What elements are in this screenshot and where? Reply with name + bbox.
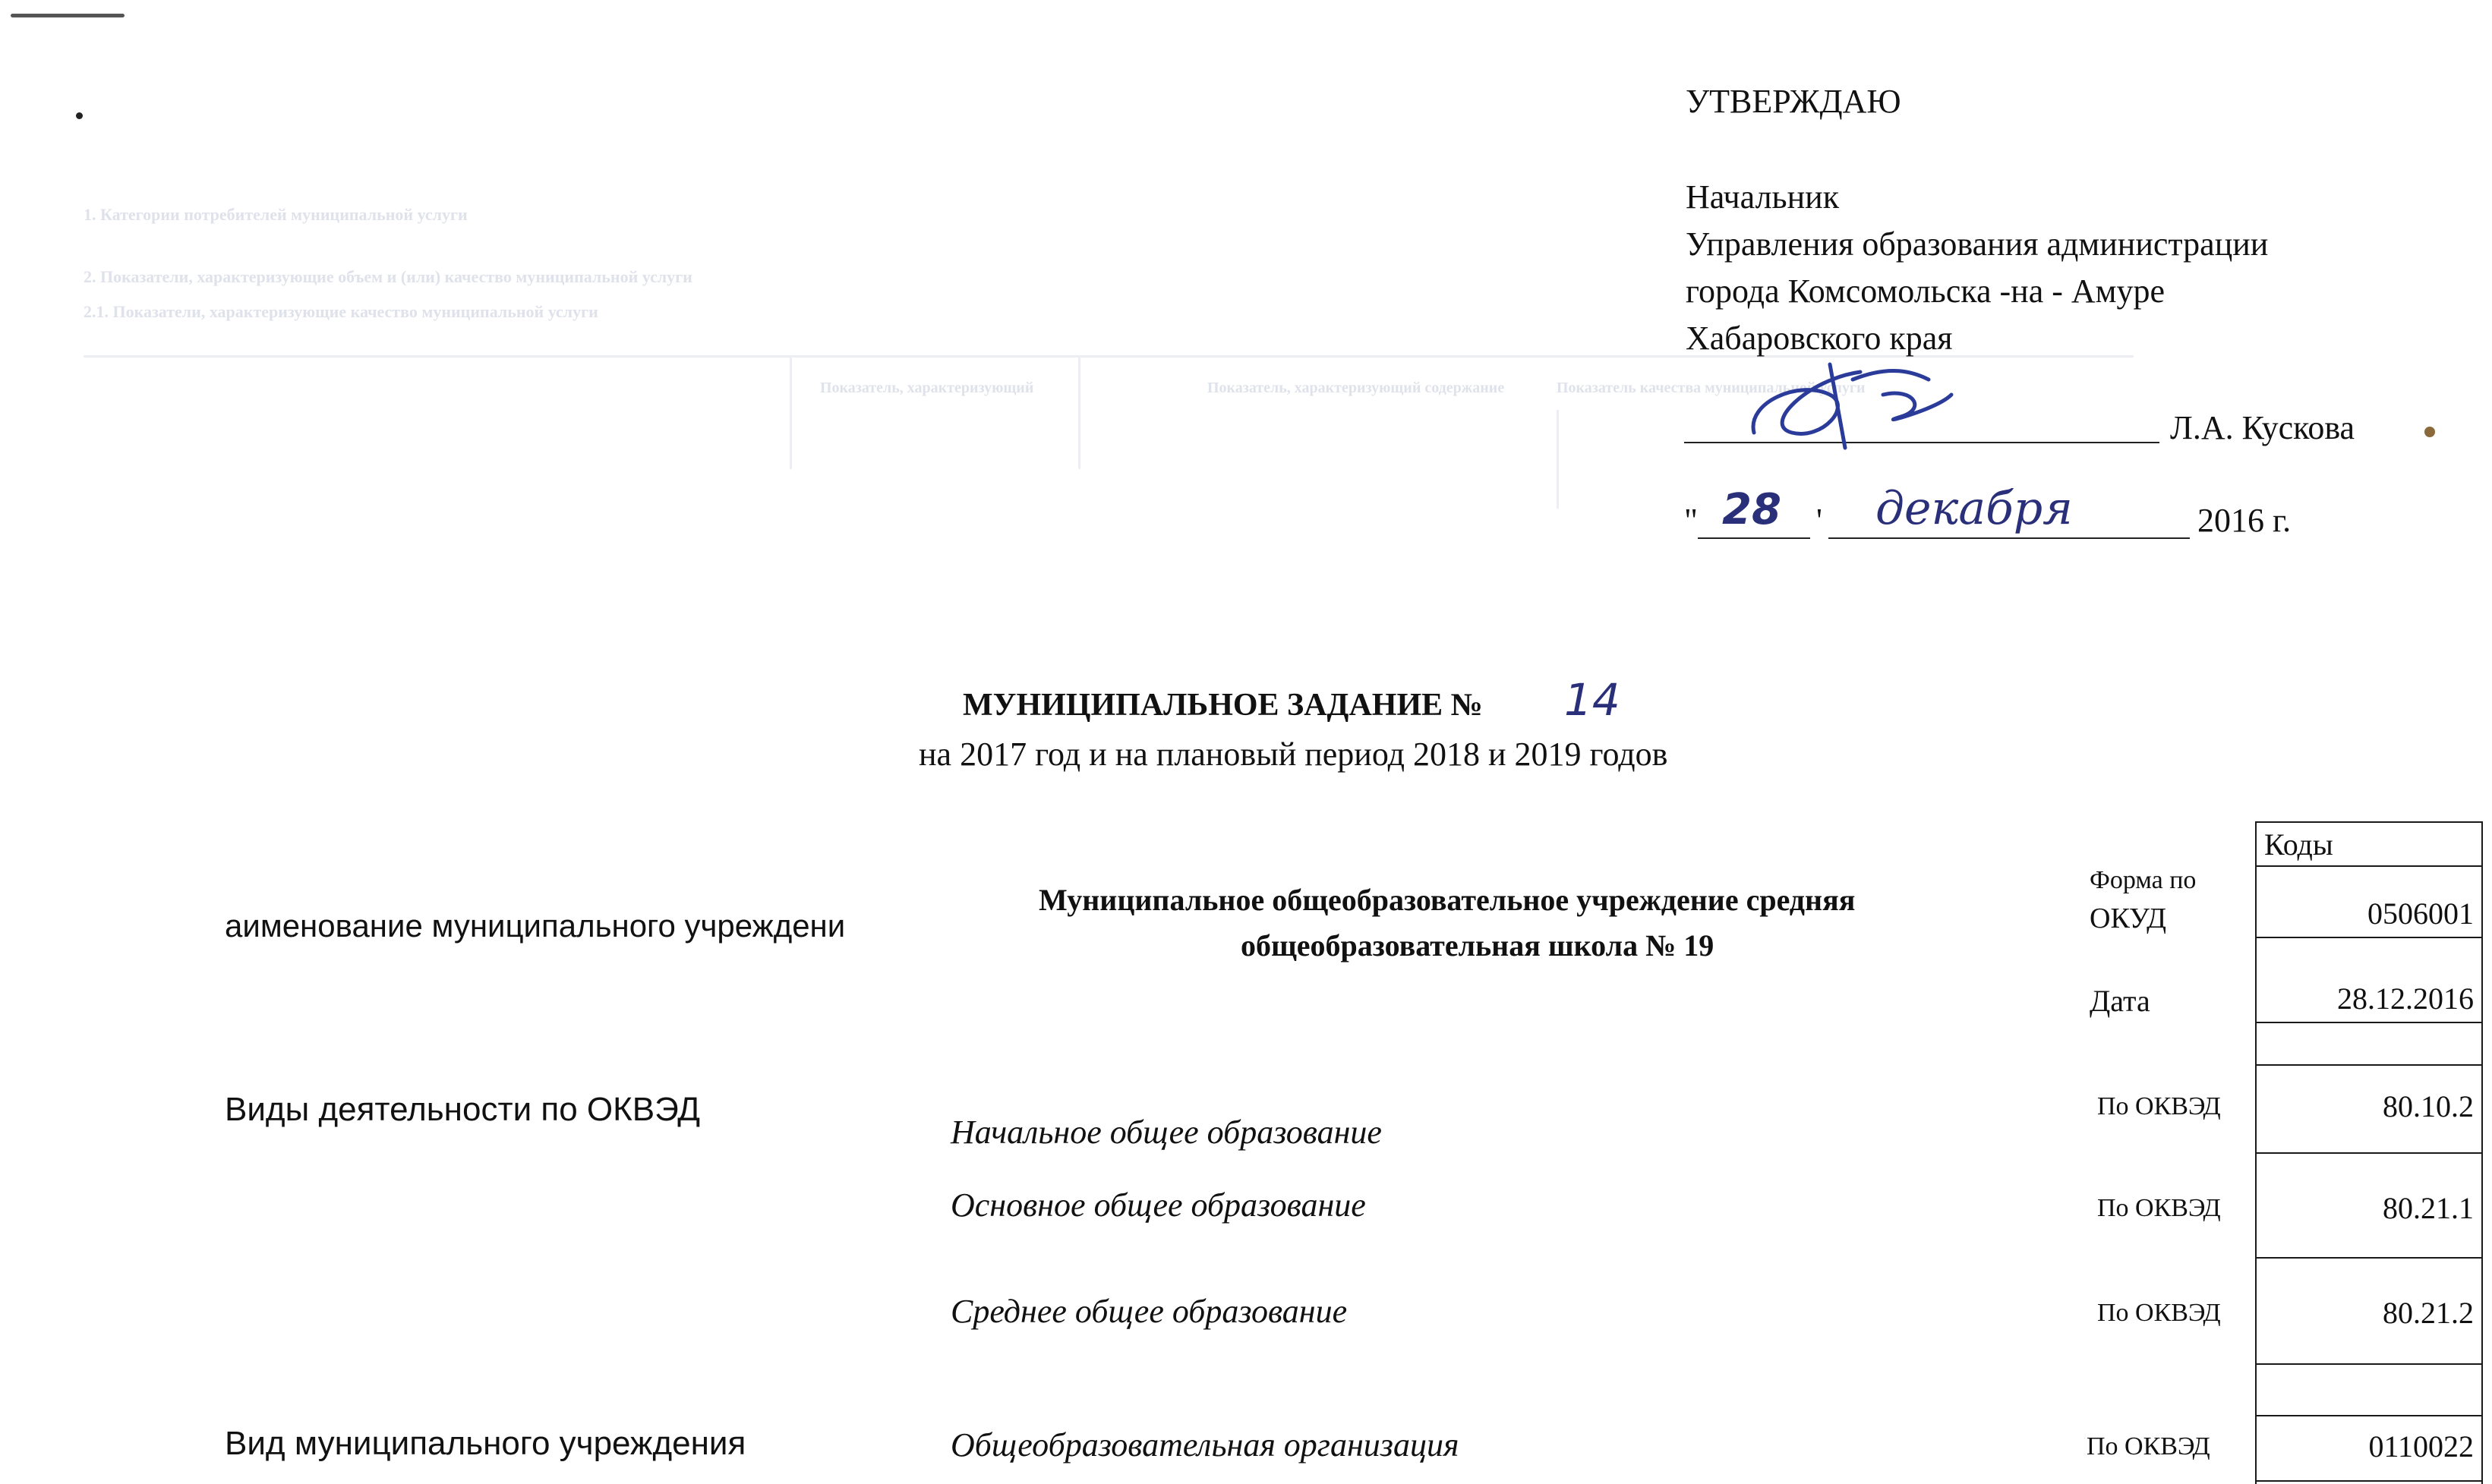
ghost-text: Показатель, характеризующий <box>820 380 1034 396</box>
okud-code: 0506001 <box>2367 896 2474 931</box>
date-label: Дата <box>2090 984 2150 1018</box>
okved-label: По ОКВЭД <box>2097 1092 2221 1120</box>
approval-position: Управления образования администрации <box>1686 225 2269 263</box>
activity-item: Основное общее образование <box>951 1186 1366 1224</box>
institution-type-value: Общеобразовательная организация <box>951 1426 1459 1464</box>
ghost-rule <box>1078 355 1080 469</box>
codes-header: Коды <box>2264 827 2333 862</box>
institution-name: общеобразовательная школа № 19 <box>1241 928 1714 963</box>
date-month-line <box>1828 537 2190 539</box>
approval-title: УТВЕРЖДАЮ <box>1686 83 1901 120</box>
okved-label: По ОКВЭД <box>2097 1299 2221 1327</box>
ghost-text: 2. Показатели, характеризующие объем и (или) качество муниципальной услуги <box>84 267 692 286</box>
codes-table-border <box>2255 865 2483 867</box>
activity-item: Начальное общее образование <box>951 1114 1382 1151</box>
ghost-text: 2.1. Показатели, характеризующие качество муниципальной услуги <box>84 302 598 321</box>
ghost-rule <box>790 355 792 469</box>
document-subtitle: на 2017 год и на плановый период 2018 и 2019 годов <box>919 736 1668 773</box>
scan-dot <box>2424 427 2435 437</box>
codes-table-border <box>2255 1415 2483 1416</box>
okud-label: ОКУД <box>2090 903 2167 934</box>
date-code: 28.12.2016 <box>2337 981 2474 1016</box>
codes-table-border <box>2255 1152 2483 1154</box>
approval-position: Хабаровского края <box>1686 320 1953 357</box>
handwritten-signature <box>1739 349 1967 455</box>
okved-label: По ОКВЭД <box>2097 1194 2221 1222</box>
activity-item: Среднее общее образование <box>951 1293 1348 1330</box>
approval-position: города Комсомольска -на - Амуре <box>1686 273 2166 310</box>
date-quote-open: " <box>1684 502 1698 539</box>
date-year: 2016 г. <box>2197 502 2292 539</box>
scan-dot <box>76 112 83 119</box>
okud-label: Форма по <box>2090 866 2197 894</box>
approval-position: Начальник <box>1686 178 1840 216</box>
okved-code: 80.21.1 <box>2383 1191 2474 1225</box>
ghost-text: 1. Категории потребителей муниципальной услуги <box>84 205 468 224</box>
institution-label: аименование муниципального учреждени <box>225 908 846 944</box>
codes-table-border <box>2255 1064 2483 1066</box>
document-number: 14 <box>1564 674 1620 726</box>
document-title: МУНИЦИПАЛЬНОЕ ЗАДАНИЕ № <box>963 688 1483 723</box>
okved-code: 80.21.2 <box>2383 1296 2474 1330</box>
codes-table-border <box>2255 1480 2483 1482</box>
codes-table-border <box>2255 1363 2483 1365</box>
ghost-rule <box>1557 410 1559 509</box>
codes-table-border <box>2255 937 2483 938</box>
codes-table-border <box>2255 1257 2483 1259</box>
okved-code: 0110022 <box>2368 1429 2474 1464</box>
okved-code: 80.10.2 <box>2383 1089 2474 1123</box>
date-day: 28 <box>1722 485 1781 534</box>
staple-mark <box>11 14 125 17</box>
date-month: декабря <box>1875 482 2073 535</box>
ghost-text: Показатель, характеризующий содержание <box>1207 380 1505 396</box>
institution-name: Муниципальное общеобразовательное учреждение средняя <box>1039 883 1856 917</box>
okved-label: По ОКВЭД <box>2087 1432 2210 1460</box>
signatory-name: Л.А. Кускова <box>2170 409 2355 446</box>
ghost-text: Показатель качества муниципальной услуги <box>1557 380 1866 396</box>
institution-type-label: Вид муниципального учреждения <box>225 1425 746 1462</box>
date-day-line <box>1698 537 1810 539</box>
date-quote-close: ' <box>1816 502 1822 539</box>
codes-table-border <box>2255 1022 2483 1023</box>
activities-label: Виды деятельности по ОКВЭД <box>225 1091 701 1128</box>
codes-table-border <box>2255 821 2483 823</box>
